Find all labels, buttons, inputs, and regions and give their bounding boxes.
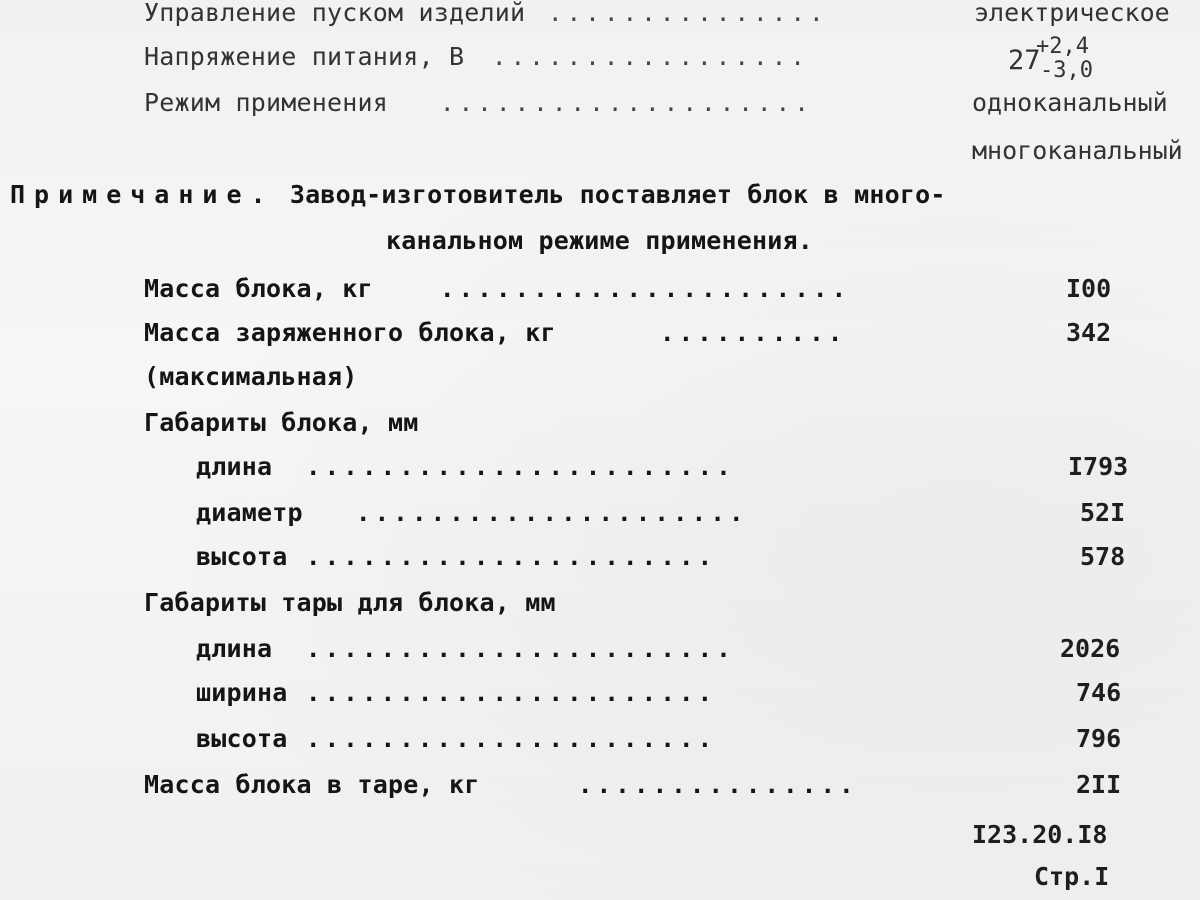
spec-value: одноканальный: [972, 88, 1168, 117]
dim-height-label: высота: [196, 542, 288, 571]
spec-row-mode: [144, 88, 388, 118]
tare-mass-value: 2II: [1076, 770, 1122, 799]
tare-height-label: высота: [196, 724, 288, 753]
dim-diameter-label: диаметр: [196, 498, 303, 527]
charged-mass-note: (максимальная): [144, 362, 358, 391]
tare-width-label: ширина: [196, 678, 288, 707]
spec-label: Напряжение питания, В: [144, 42, 465, 71]
spec-label: Режим применения: [144, 88, 389, 117]
leader-dots: ......................: [440, 275, 851, 303]
mass-value: I00: [1066, 274, 1112, 303]
voltage-upper-tolerance: +2,4: [1036, 34, 1089, 59]
voltage-lower-tolerance: -3,0: [1040, 58, 1093, 83]
tare-width-value: 746: [1076, 678, 1122, 707]
mass-label: Масса блока, кг: [144, 274, 373, 303]
leader-dots: .......................: [306, 453, 735, 481]
leader-dots: ......................: [306, 543, 717, 571]
leader-dots: .......................: [306, 635, 735, 663]
leader-dots: ...............: [548, 0, 828, 27]
dim-diameter-value: 52I: [1080, 498, 1126, 527]
leader-dots: ......................: [306, 725, 717, 753]
leader-dots: .................: [492, 43, 810, 71]
leader-dots: ...............: [578, 771, 858, 799]
note-line-1: [10, 180, 946, 210]
dims-heading: Габариты блока, мм: [144, 408, 419, 437]
leader-dots: ..........: [660, 319, 847, 347]
spec-value-continued: многоканальный: [972, 136, 1183, 165]
spec-row-voltage: [144, 42, 464, 72]
dim-height-value: 578: [1080, 542, 1126, 571]
tare-length-value: 2026: [1060, 634, 1121, 663]
tare-height-value: 796: [1076, 724, 1122, 753]
charged-mass-value: 342: [1066, 318, 1112, 347]
page-number: Стр.I: [1034, 862, 1110, 891]
voltage-base-value: 27: [1008, 45, 1041, 76]
tare-mass-label: Масса блока в таре, кг: [144, 770, 480, 799]
leader-dots: ......................: [306, 679, 717, 707]
note-line-2: канальном режиме применения.: [386, 226, 814, 255]
dim-length-label: длина: [196, 452, 273, 481]
tare-heading: Габариты тары для блока, мм: [144, 588, 556, 617]
dim-length-value: I793: [1068, 452, 1129, 481]
leader-dots: ....................: [440, 89, 813, 117]
charged-mass-label: Масса заряженного блока, кг: [144, 318, 556, 347]
note-prefix: Примечание.: [10, 180, 275, 209]
document-number: I23.20.I8: [972, 820, 1108, 849]
note-text: Завод-изготовитель поставляет блок в много-: [289, 180, 946, 209]
spec-value: электрическое: [974, 0, 1170, 27]
spec-row-launch-control: [144, 0, 525, 28]
leader-dots: .....................: [356, 499, 748, 527]
spec-label: Управление пуском изделий: [144, 0, 526, 27]
tare-length-label: длина: [196, 634, 273, 663]
